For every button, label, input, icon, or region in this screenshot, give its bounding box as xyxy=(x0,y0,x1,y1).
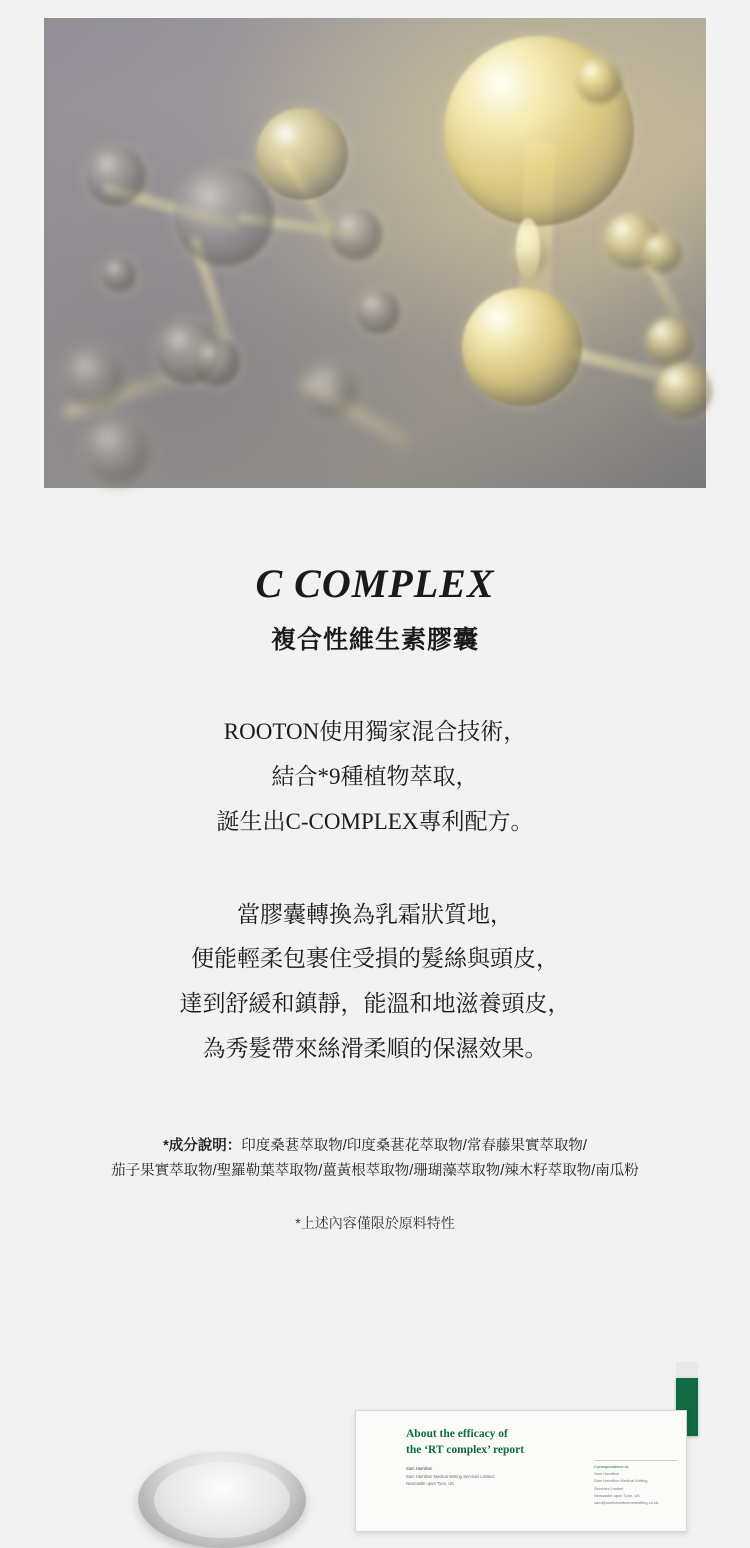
ingredient-line-two: 茄子果實萃取物/聖羅勒葉萃取物/薑黃根萃取物/珊瑚藻萃取物/辣木籽萃取物/南瓜粉 xyxy=(111,1163,639,1180)
paragraph-two xyxy=(0,893,750,1072)
ingredient-line-one xyxy=(0,1134,750,1159)
molecule-sphere xyxy=(84,418,150,484)
molecule-sphere xyxy=(174,166,274,266)
report-title-line-one: About the efficacy of xyxy=(406,1428,508,1440)
report-correspondence-org: Sam Hamilton Medical Writing xyxy=(594,1478,648,1484)
page-subtitle: 複合性維生素膠囊 xyxy=(270,626,479,654)
report-title xyxy=(406,1427,524,1458)
oil-drip xyxy=(516,218,540,278)
molecule-sphere xyxy=(646,318,694,366)
petri-dish-image xyxy=(138,1452,306,1548)
report-affiliation: Sam Hamilton Medical Writing Services Limited, xyxy=(406,1473,496,1479)
hero-molecule-image xyxy=(44,18,706,488)
molecule-sphere xyxy=(642,233,682,273)
molecule-sphere xyxy=(462,288,582,406)
report-correspondence xyxy=(594,1463,678,1506)
report-author: Sam Hamilton xyxy=(406,1466,433,1471)
molecule-sphere xyxy=(330,208,382,260)
molecule-sphere xyxy=(356,290,400,334)
ingredient-notes xyxy=(0,1134,750,1235)
report-divider xyxy=(594,1460,678,1461)
report-correspondence-name: Sam Hamilton xyxy=(594,1471,620,1477)
report-document xyxy=(355,1410,687,1532)
report-correspondence-org2: Services Limited xyxy=(594,1485,624,1491)
molecule-sphere xyxy=(86,146,146,206)
page-title: C COMPLEX xyxy=(255,561,495,606)
report-correspondence-heading: Correspondence to: xyxy=(594,1464,630,1469)
paragraph-one-line: 誕生出C-COMPLEX專利配方。 xyxy=(216,808,534,834)
product-copy-block xyxy=(0,560,750,1235)
paragraph-two-line: 便能輕柔包裹住受損的髮絲與頭皮， xyxy=(191,946,559,972)
molecule-sphere xyxy=(304,363,358,417)
molecule-sphere xyxy=(656,363,712,419)
report-title-line-two: the ‘RT complex’ report xyxy=(406,1443,525,1456)
report-body xyxy=(406,1465,556,1488)
paragraph-one-line: ROOTON使用獨家混合技術， xyxy=(223,719,527,744)
petri-dish-inner xyxy=(154,1462,290,1538)
molecule-sphere xyxy=(64,348,124,408)
paragraph-two-line: 當膠囊轉換為乳霜狀質地， xyxy=(237,901,513,927)
report-correspondence-city: Newcastle upon Tyne, UK xyxy=(594,1492,640,1498)
ingredient-list-one: 印度桑葚萃取物/印度桑葚花萃取物/常春藤果實萃取物/ xyxy=(241,1137,587,1154)
ingredient-footnote: *上述內容僅限於原料特性 xyxy=(295,1214,455,1231)
molecule-sphere xyxy=(576,58,622,104)
paragraph-one-line: 結合*9種植物萃取， xyxy=(271,763,479,789)
molecule-sphere xyxy=(256,108,348,200)
report-correspondence-email: sam@samhamiltonmedwriting.co.uk xyxy=(594,1499,659,1505)
ingredient-label: *成分說明： xyxy=(163,1137,242,1154)
paragraph-one xyxy=(0,710,750,845)
molecule-sphere xyxy=(102,258,136,292)
paragraph-two-line: 達到舒緩和鎮靜，能溫和地滋養頭皮， xyxy=(179,991,571,1017)
report-location: Newcastle upon Tyne, UK xyxy=(406,1481,455,1487)
molecule-sphere xyxy=(192,338,240,386)
paragraph-two-line: 為秀髮帶來絲滑柔順的保濕效果。 xyxy=(202,1036,548,1062)
